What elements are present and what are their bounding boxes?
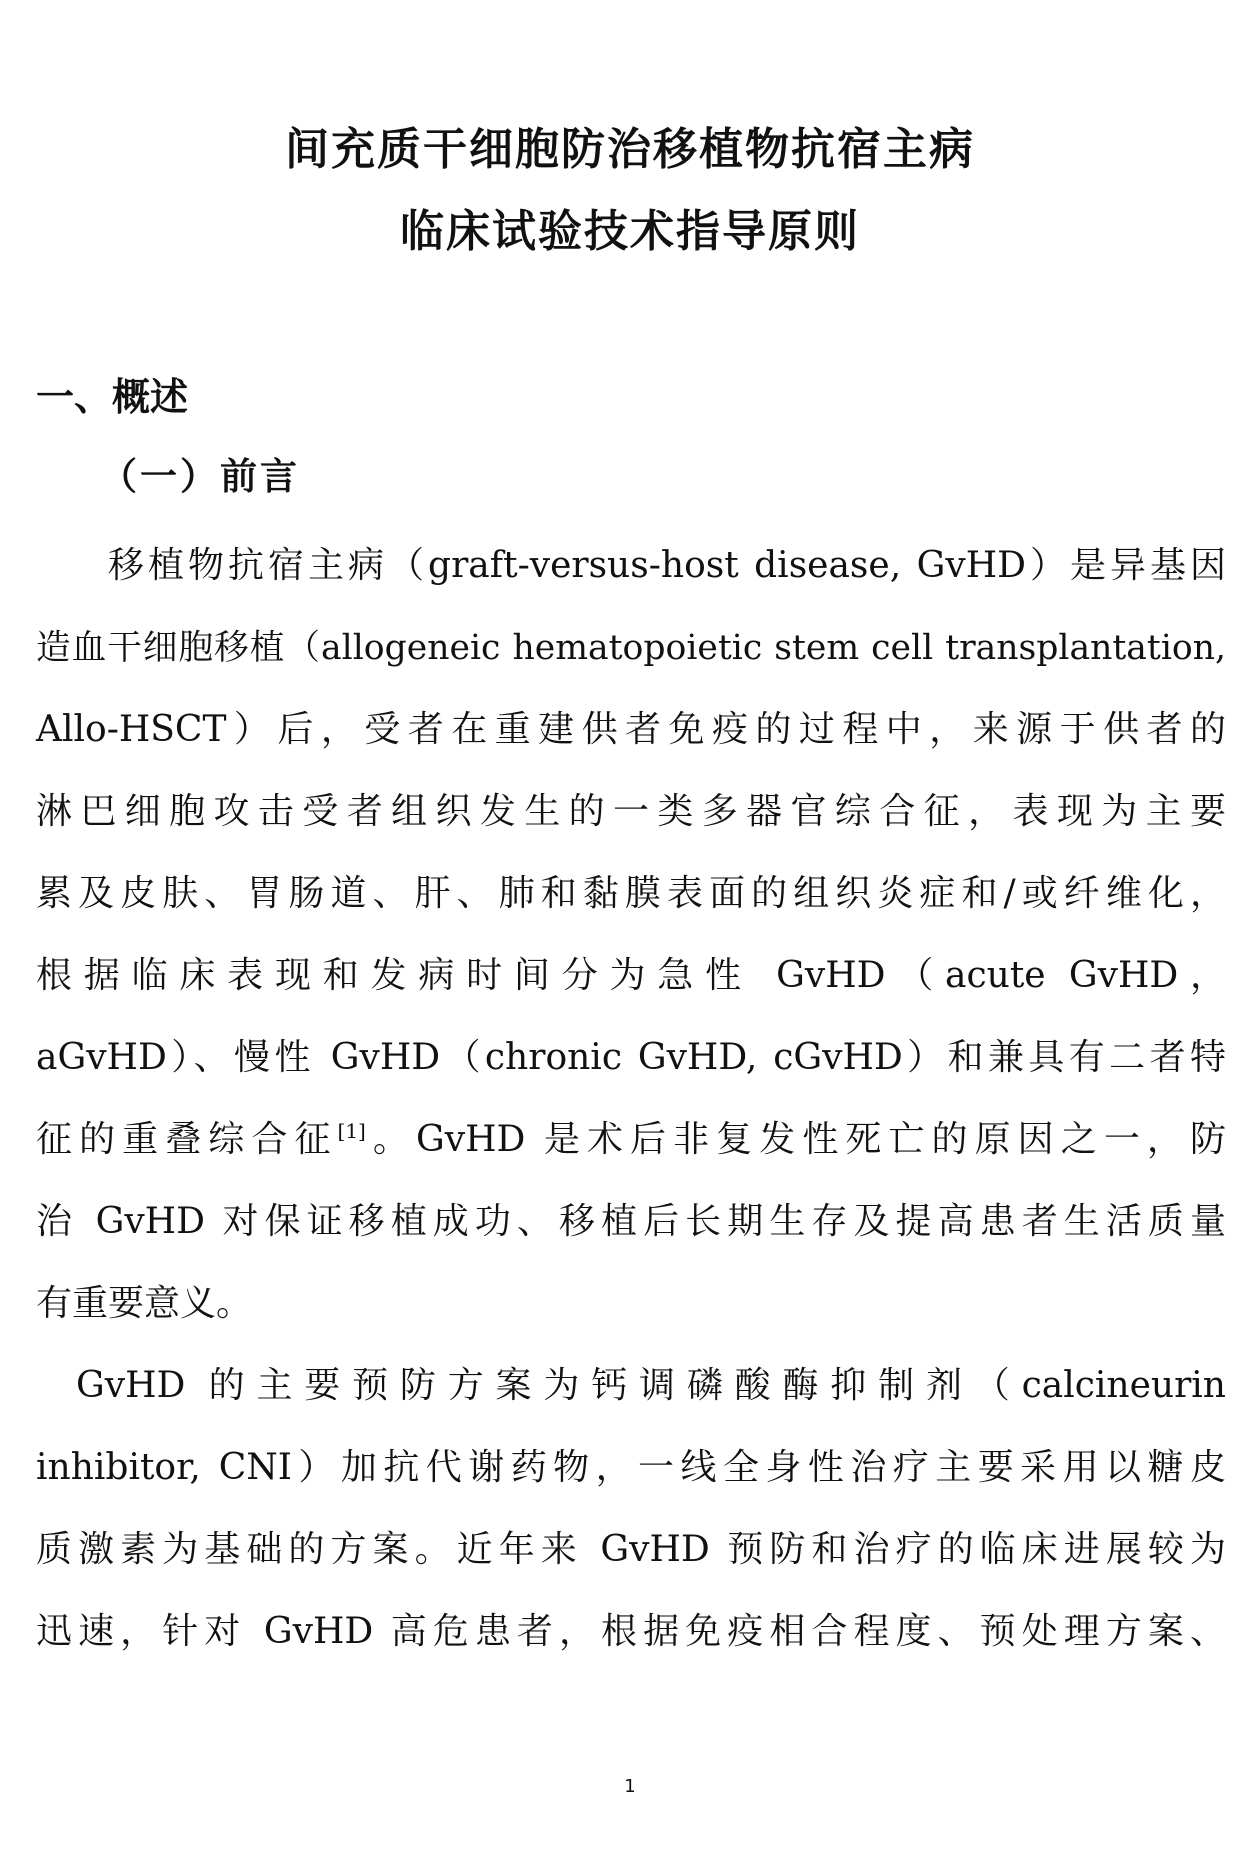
reference-marker: [1] bbox=[337, 1119, 366, 1143]
paragraph-1-line-1: 移植物抗宿主病（graft-versus-host disease, GvHD）是异基因 bbox=[108, 545, 1226, 586]
subsection-heading: （一）前言 bbox=[100, 454, 300, 498]
document-title-line-1: 间充质干细胞防治移植物抗宿主病 bbox=[285, 124, 975, 175]
paragraph-1-line-6: 根据临床表现和发病时间分为急性 GvHD（acute GvHD， bbox=[36, 955, 1226, 996]
paragraph-2-line-2: inhibitor, CNI）加抗代谢药物，一线全身性治疗主要采用以糖皮 bbox=[36, 1447, 1226, 1488]
document-title-line-2: 临床试验技术指导原则 bbox=[400, 206, 860, 257]
paragraph-1-line-8 bbox=[36, 1099, 1226, 1181]
paragraph-1-line-2: 造血干细胞移植（allogeneic hematopoietic stem cell transplantation, bbox=[36, 628, 1226, 668]
paragraph-1-line-10: 有重要意义。 bbox=[36, 1283, 253, 1324]
paragraph-2-line-4: 迅速，针对 GvHD 高危患者，根据免疫相合程度、预处理方案、 bbox=[36, 1611, 1226, 1652]
paragraph-1-line-8-head: 征的重叠综合征 bbox=[36, 1119, 338, 1160]
paragraph-1-line-3: Allo-HSCT）后，受者在重建供者免疫的过程中，来源于供者的 bbox=[36, 709, 1226, 750]
paragraph-1-line-8-tail: 。GvHD 是术后非复发性死亡的原因之一，防 bbox=[365, 1119, 1226, 1160]
section-heading: 一、概述 bbox=[36, 375, 189, 419]
paragraph-1-line-9: 治 GvHD 对保证移植成功、移植后长期生存及提高患者生活质量 bbox=[36, 1201, 1226, 1242]
paragraph-1 bbox=[36, 525, 1226, 1345]
paragraph-1-line-5: 累及皮肤、胃肠道、肝、肺和黏膜表面的组织炎症和/或纤维化， bbox=[36, 873, 1226, 914]
paragraph-2 bbox=[36, 1345, 1226, 1673]
paragraph-1-line-7: aGvHD）、慢性 GvHD（chronic GvHD, cGvHD）和兼具有二者特 bbox=[36, 1037, 1226, 1078]
page-number: 1 bbox=[624, 1776, 636, 1797]
paragraph-2-line-3: 质激素为基础的方案。近年来 GvHD 预防和治疗的临床进展较为 bbox=[36, 1529, 1226, 1570]
paragraph-2-line-1: GvHD 的主要预防方案为钙调磷酸酶抑制剂（calcineurin bbox=[76, 1365, 1226, 1406]
paragraph-1-line-4: 淋巴细胞攻击受者组织发生的一类多器官综合征，表现为主要 bbox=[36, 791, 1226, 832]
